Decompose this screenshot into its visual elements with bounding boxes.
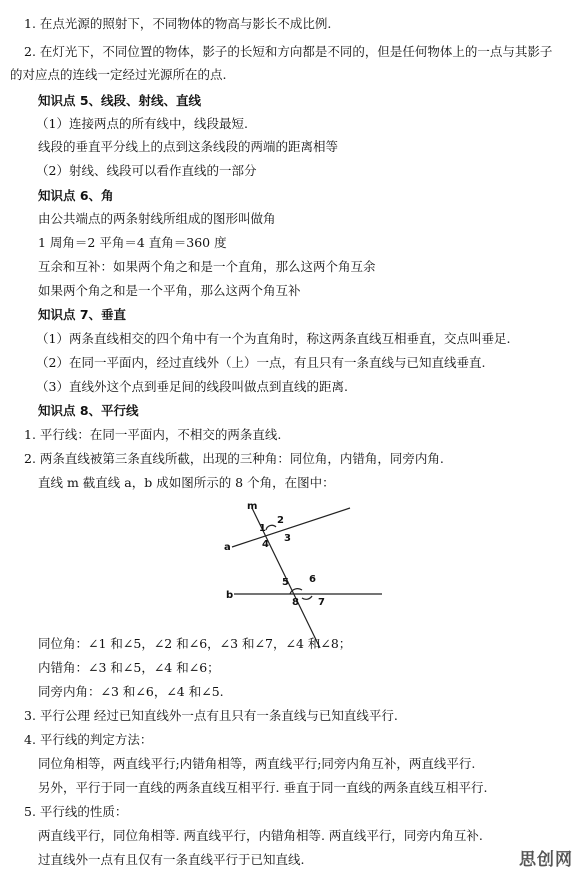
text-line: 5. 平行线的性质： bbox=[24, 804, 128, 819]
text-line: （3）直线外这个点到垂足间的线段叫做点到直线的距离. bbox=[36, 379, 348, 394]
watermark-logo: 思创网 bbox=[519, 850, 573, 870]
angle-label: 2 bbox=[277, 515, 284, 526]
text-line: 直线 m 截直线 a，b 成如图所示的 8 个角，在图中： bbox=[38, 475, 335, 490]
text-line: 两直线平行，同位角相等. 两直线平行，内错角相等. 两直线平行，同旁内角互补. bbox=[38, 828, 483, 843]
text-line: 的对应点的连线一定经过光源所在的点. bbox=[10, 67, 227, 82]
text-line: （1）连接两点的所有线中，线段最短. bbox=[36, 116, 248, 131]
angle-label: 5 bbox=[282, 577, 289, 588]
text-line: （2）在同一平面内，经过直线外（上）一点，有且只有一条直线与已知直线垂直. bbox=[36, 355, 486, 370]
text-line: 2. 两条直线被第三条直线所截，出现的三种角：同位角，内错角，同旁内角. bbox=[24, 451, 444, 466]
text-line: 同旁内角：∠3 和∠6，∠4 和∠5. bbox=[38, 684, 224, 699]
text-line: 内错角：∠3 和∠5，∠4 和∠6； bbox=[38, 660, 220, 675]
angle-label: 4 bbox=[262, 539, 269, 550]
angle-arc bbox=[302, 596, 312, 599]
angle-label: 8 bbox=[292, 597, 299, 608]
text-line: 4. 平行线的判定方法： bbox=[24, 732, 153, 747]
angle-arc bbox=[266, 525, 276, 530]
text-line: （2）射线、线段可以看作直线的一部分 bbox=[36, 163, 257, 178]
text-line: 过直线外一点有且仅有一条直线平行于已知直线. bbox=[38, 852, 305, 867]
section-heading: 知识点 7、垂直 bbox=[38, 307, 127, 322]
section-heading: 知识点 6、角 bbox=[38, 188, 114, 203]
section-heading: 知识点 8、平行线 bbox=[38, 403, 139, 418]
text-line: 1. 在点光源的照射下，不同物体的物高与影长不成比例. bbox=[24, 16, 332, 31]
text-line: 1 周角＝2 平角＝4 直角＝360 度 bbox=[38, 235, 227, 250]
section-heading: 知识点 5、线段、射线、直线 bbox=[38, 93, 202, 108]
line-a bbox=[232, 508, 350, 547]
text-line: 互余和互补：如果两个角之和是一个直角，那么这两个角互余 bbox=[38, 259, 376, 274]
angle-label: 1 bbox=[259, 523, 266, 534]
text-line: 另外，平行于同一直线的两条直线互相平行. 垂直于同一直线的两条直线互相平行. bbox=[38, 780, 488, 795]
line-label-b: b bbox=[226, 590, 234, 601]
text-line: 2. 在灯光下，不同位置的物体，影子的长短和方向都是不同的，但是任何物体上的一点与其影子 bbox=[24, 44, 553, 59]
line-label-a: a bbox=[224, 542, 231, 553]
text-line: 由公共端点的两条射线所组成的图形叫做角 bbox=[38, 211, 276, 226]
transversal-diagram bbox=[222, 500, 387, 648]
text-line: 线段的垂直平分线上的点到这条线段的两端的距离相等 bbox=[38, 139, 339, 154]
line-label-m: m bbox=[247, 501, 258, 512]
text-line: 如果两个角之和是一个平角，那么这两个角互补 bbox=[38, 283, 301, 298]
text-line: 同位角相等，两直线平行;内错角相等，两直线平行;同旁内角互补，两直线平行. bbox=[38, 756, 476, 771]
angle-label: 7 bbox=[318, 597, 325, 608]
angle-label: 3 bbox=[284, 533, 291, 544]
text-line: 3. 平行公理 经过已知直线外一点有且只有一条直线与已知直线平行. bbox=[24, 708, 398, 723]
text-line: 1. 平行线：在同一平面内，不相交的两条直线. bbox=[24, 427, 282, 442]
angle-label: 6 bbox=[309, 574, 316, 585]
text-line: （1）两条直线相交的四个角中有一个为直角时，称这两条直线互相垂直，交点叫垂足. bbox=[36, 331, 511, 346]
text-line: 同位角：∠1 和∠5，∠2 和∠6，∠3 和∠7，∠4 和∠8； bbox=[38, 636, 352, 651]
